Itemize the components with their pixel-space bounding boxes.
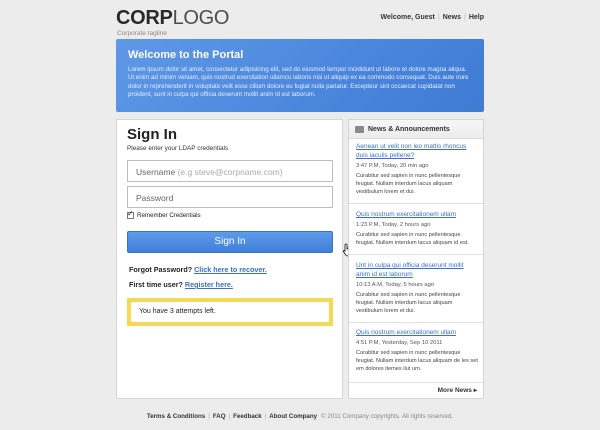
footer-feedback-link[interactable]: Feedback xyxy=(233,413,262,420)
news-item xyxy=(356,261,478,315)
forgot-password-row xyxy=(129,265,267,274)
nav-news[interactable]: News xyxy=(442,14,461,21)
more-news-link[interactable]: More News ▸ xyxy=(437,387,477,394)
news-divider xyxy=(349,254,483,255)
news-title[interactable]: Unt in culpa qui officia deserunt mollit anim id est laborum xyxy=(356,262,464,278)
news-heading: News & Announcements xyxy=(368,125,450,133)
signin-subtitle: Please enter your LDAP credentials xyxy=(127,145,229,152)
remember-checkbox[interactable] xyxy=(127,212,134,219)
footer xyxy=(0,413,600,420)
signin-title: Sign In xyxy=(127,126,177,143)
news-title[interactable]: Quis nostrum exercitationem ullam xyxy=(356,211,457,218)
logo[interactable] xyxy=(116,8,229,28)
attempts-warning: You have 3 attempts left. xyxy=(127,298,333,326)
signin-panel xyxy=(116,119,343,399)
news-body: Curabitur sed sapien in nunc pellentesque feugiat. Nullam interdum lacus aliquam vestibulum lorem et dui. xyxy=(356,173,461,195)
logo-bold: CORP xyxy=(116,7,173,29)
news-body: Curabitur sed sapien in nunc pellentesque feugiat. Nullam interdum lacus aliquam id est. xyxy=(356,232,469,246)
news-divider xyxy=(349,322,483,323)
news-divider xyxy=(349,203,483,204)
news-item xyxy=(356,210,478,247)
news-date: 1:23 P.M, Today, 2 hours ago xyxy=(356,222,431,228)
footer-faq-link[interactable]: FAQ xyxy=(212,413,226,420)
first-time-text: First time user? xyxy=(129,280,183,289)
news-divider xyxy=(349,382,483,383)
password-input[interactable] xyxy=(127,186,333,208)
username-input[interactable] xyxy=(127,160,333,182)
copyright: © 2011 Company copyrights. All rights reserved. xyxy=(321,413,454,420)
footer-separator: | xyxy=(228,413,231,420)
news-body: Curabitur sed sapien in nunc pellentesque feugiat. Nullam interdum lacus aliquam de les set em dolores itemes ilut um. xyxy=(356,350,478,372)
news-date: 4:51 P.M, Yesterday, Sep 10 2011 xyxy=(356,340,443,346)
logo-light: LOGO xyxy=(172,7,230,29)
welcome-title: Welcome to the Portal xyxy=(128,49,244,61)
remember-credentials[interactable] xyxy=(127,212,201,219)
news-item xyxy=(356,142,478,196)
signin-button[interactable]: Sign In xyxy=(127,231,333,253)
remember-label: Remember Credentials xyxy=(137,212,201,219)
password-placeholder: Password xyxy=(136,193,174,203)
news-panel xyxy=(348,119,484,399)
footer-separator: | xyxy=(208,413,210,420)
username-label: Username xyxy=(136,167,176,177)
footer-terms-link[interactable]: Terms & Conditions xyxy=(146,413,206,420)
news-item xyxy=(356,328,478,373)
forgot-password-text: Forgot Password? xyxy=(129,265,193,274)
news-header xyxy=(349,120,483,139)
news-body: Curabitur sed sapien in nunc pellentesque feugiat. Nullam interdum lacus aliquam vestibulum lorem et dui. xyxy=(356,292,461,314)
recover-link[interactable]: Click here to recover. xyxy=(194,265,267,274)
header xyxy=(116,8,484,38)
footer-about-link[interactable]: About Company xyxy=(269,413,318,420)
first-time-row xyxy=(129,280,233,289)
register-link[interactable]: Register here. xyxy=(184,280,233,289)
news-date: 10:13 A.M, Today, 5 hours ago xyxy=(356,282,435,288)
footer-separator: | xyxy=(264,413,267,420)
top-nav xyxy=(381,14,484,21)
nav-help[interactable]: Help xyxy=(468,14,484,21)
news-date: 3:47 P.M, Today, 20 min ago xyxy=(356,163,429,169)
welcome-banner xyxy=(116,39,484,112)
news-title[interactable]: Quis nostrum exercitationem ullam xyxy=(356,329,457,336)
tagline: Corporate tagline xyxy=(117,30,167,37)
nav-separator: | xyxy=(437,14,440,21)
news-title[interactable]: Aenean ut velit non leo mattis rhoncus duis iaculis pellene? xyxy=(356,143,467,159)
newspaper-icon xyxy=(355,126,364,133)
nav-separator: | xyxy=(464,14,466,21)
username-hint: (e.g steve@corpname.com) xyxy=(177,167,283,177)
welcome-body: Lorem ipsum dolor sit amet, consectetur adipisicing elit, sed do eiusmod tempor incididunt ut labore et dolore magna aliqua. Ut enim ad minim veniam, quis nostrud exercitation ullamco laboris nisi ut aliquip ex ea commodo consequat. Duis aute irure dolor in reprehenderit in voluptate velit esse cillum dolore eu fugiat nulla pariatur. Excepteur sint occaecat cupidatat non proident, sunt in culpa qui officia deserunt mollit anim id est laborum. xyxy=(128,66,469,99)
nav-welcome-guest[interactable]: Welcome, Guest xyxy=(380,14,435,21)
